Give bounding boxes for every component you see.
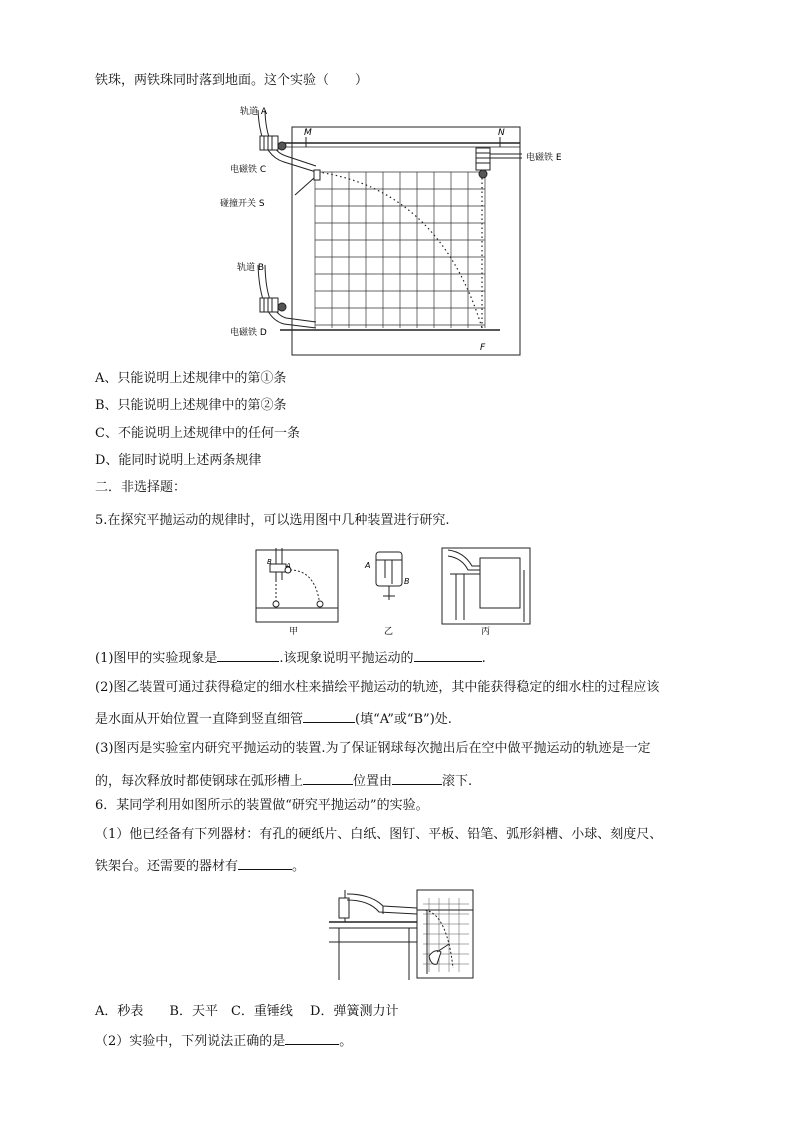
- q5-part3-line2: 的，每次释放时都使钢球在弧形槽上 位置由 滚下.: [95, 771, 472, 791]
- three-apparatus-figure: [250, 540, 550, 640]
- q6-part2: （2）实验中，下列说法正确的是 。: [95, 1031, 352, 1051]
- answer-blank[interactable]: [217, 648, 279, 662]
- label-magnet-c: 电磁铁 C: [230, 165, 267, 175]
- electromagnet-d-icon: [260, 298, 286, 312]
- chute-apparatus-figure: [325, 884, 480, 984]
- option-d: D、能同时说明上述两条规律: [95, 453, 262, 468]
- svg-text:A: A: [286, 562, 291, 570]
- label-track-b: 轨道 B: [237, 263, 265, 273]
- electromagnet-c-icon: [260, 136, 286, 150]
- label-jia: 甲: [289, 627, 299, 637]
- answer-blank[interactable]: [392, 771, 442, 785]
- label-switch-s: 碰撞开关 S: [220, 199, 265, 209]
- label-track-a: 轨道 A: [240, 107, 268, 117]
- q5-part1: (1)图甲的实验现象是 .该现象说明平抛运动的 .: [95, 648, 486, 668]
- intro-line: 铁珠，两铁珠同时落到地面。这个实验（ ）: [95, 73, 369, 88]
- svg-text:B: B: [267, 558, 272, 566]
- label-bing: 丙: [481, 627, 491, 637]
- q6-choices: A．秒表 B．天平 C．重锤线 D．弹簧测力计: [95, 1004, 399, 1019]
- q6-part1-line2: 铁架台。还需要的器材有 。: [95, 856, 305, 876]
- label-magnet-d: 电磁铁 D: [230, 328, 267, 338]
- label-f: F: [480, 343, 486, 353]
- dual-track-apparatus-figure: [220, 100, 580, 360]
- apparatus-bing: [442, 548, 530, 637]
- question-6: 6．某同学利用如图所示的装置做“研究平抛运动”的实验。: [95, 798, 429, 813]
- apparatus-jia: [256, 548, 338, 637]
- answer-blank[interactable]: [414, 648, 482, 662]
- question-5: 5.在探究平抛运动的规律时，可以选用图中几种装置进行研究.: [95, 513, 450, 528]
- answer-blank[interactable]: [285, 1031, 339, 1045]
- option-c: C、不能说明上述规律中的任何一条: [95, 426, 300, 441]
- svg-text:B: B: [404, 577, 410, 586]
- answer-blank[interactable]: [238, 856, 292, 870]
- section-heading: 二．非选择题：: [95, 480, 187, 495]
- q5-part2-line2: 是水面从开始位置一直降到竖直细管 (填“A”或“B”)处.: [95, 709, 452, 729]
- label-magnet-e: 电磁铁 E: [526, 153, 562, 163]
- svg-text:A: A: [365, 561, 371, 570]
- label-m: M: [304, 128, 312, 138]
- option-a: A、只能说明上述规律中的第①条: [95, 371, 287, 386]
- label-n: N: [498, 128, 505, 138]
- q6-part1-line1: （1）他已经备有下列器材：有孔的硬纸片、白纸、图钉、平板、铅笔、弧形斜槽、小球、刻度尺、: [95, 827, 663, 842]
- label-yi: 乙: [384, 627, 394, 637]
- q5-part2-line1: (2)图乙装置可通过获得稳定的细水柱来描绘平抛运动的轨迹，其中能获得稳定的细水柱的过程应该: [95, 680, 660, 695]
- q5-part3-line1: (3)图丙是实验室内研究平抛运动的装置.为了保证钢球每次抛出后在空中做平抛运动的轨迹是一定: [95, 741, 651, 756]
- option-b: B、只能说明上述规律中的第②条: [95, 398, 287, 413]
- answer-blank[interactable]: [303, 709, 355, 723]
- electromagnet-e-icon: [476, 148, 522, 178]
- apparatus-yi: [364, 552, 410, 637]
- answer-blank[interactable]: [303, 771, 353, 785]
